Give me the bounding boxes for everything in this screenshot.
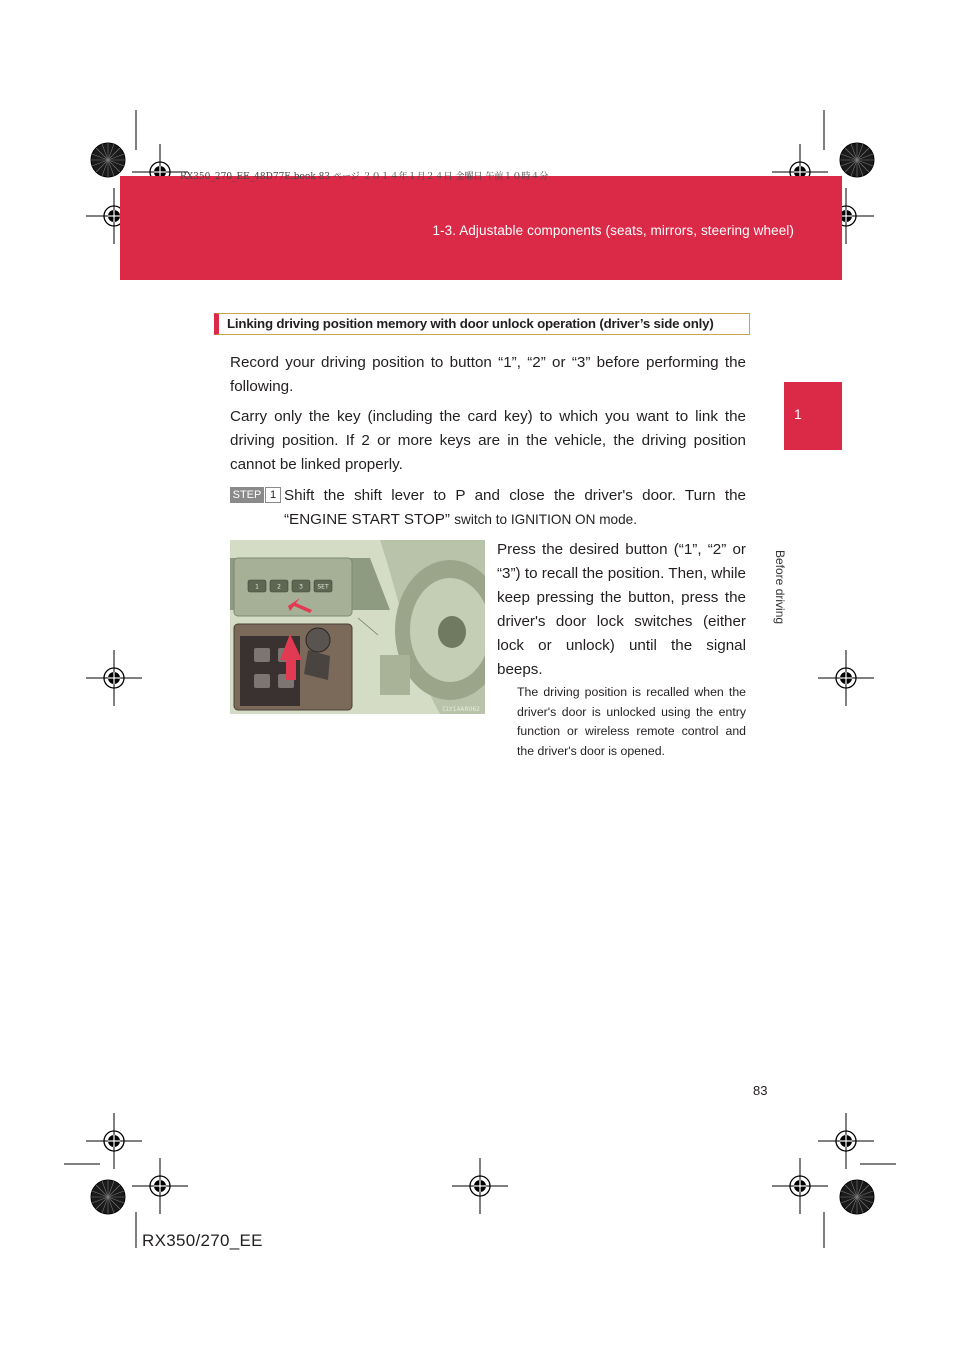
step-number: 1 <box>265 487 281 503</box>
intro-paragraph-2: Carry only the key (including the card key) to which you want to link the driving position. If 2 or more keys are in the vehicle, the driving position cannot be linked properly. <box>230 408 746 473</box>
illustration-code: CLY14AR062 <box>442 706 480 713</box>
step-1-label <box>230 487 280 503</box>
step-1-text <box>284 484 746 532</box>
memory-button-1: 1 <box>255 583 259 591</box>
step-1-text-main: Shift the shift lever to P and close the driver's door. Turn the “ENGINE START STOP” <box>284 487 746 528</box>
print-info: RX350_270_EE_48D77E.book 83 ページ ２０１４年１月２４日 金曜日 午前１０時４分 <box>180 172 549 182</box>
step-1-text-small: switch to IGNITION ON mode. <box>454 512 638 527</box>
step-2-text: Press the desired button (“1”, “2” or “3”) to recall the position. Then, while keep pressing the button, press the driver's door lock switches (either lock or unlock) until the signal beeps. <box>497 541 746 678</box>
model-code: RX350/270_EE <box>142 1231 263 1250</box>
section-heading-text: Linking driving position memory with door unlock operation (driver’s side only) <box>227 316 714 331</box>
memory-button-3: 3 <box>299 583 303 591</box>
memory-button-set: SET <box>317 583 329 591</box>
memory-button-2: 2 <box>277 583 281 591</box>
intro-paragraph-1: Record your driving position to button “1”, “2” or “3” before performing the following. <box>230 354 746 395</box>
door-memory-switch-illustration <box>230 540 485 714</box>
chapter-side-label <box>773 470 801 625</box>
chapter-number: 1 <box>794 406 802 422</box>
chapter-tab <box>784 382 842 450</box>
section-title: 1-3. Adjustable components (seats, mirrors, steering wheel) <box>432 223 794 238</box>
chapter-title: Before driving <box>773 550 787 625</box>
chapter-header-band <box>120 176 842 280</box>
note-text: The driving position is recalled when the driver's door is unlocked using the entry function or wireless remote control and the driver's door is opened. <box>517 685 746 758</box>
section-heading <box>214 313 750 335</box>
page-number: 83 <box>753 1083 768 1098</box>
step-word: STEP <box>230 487 264 503</box>
